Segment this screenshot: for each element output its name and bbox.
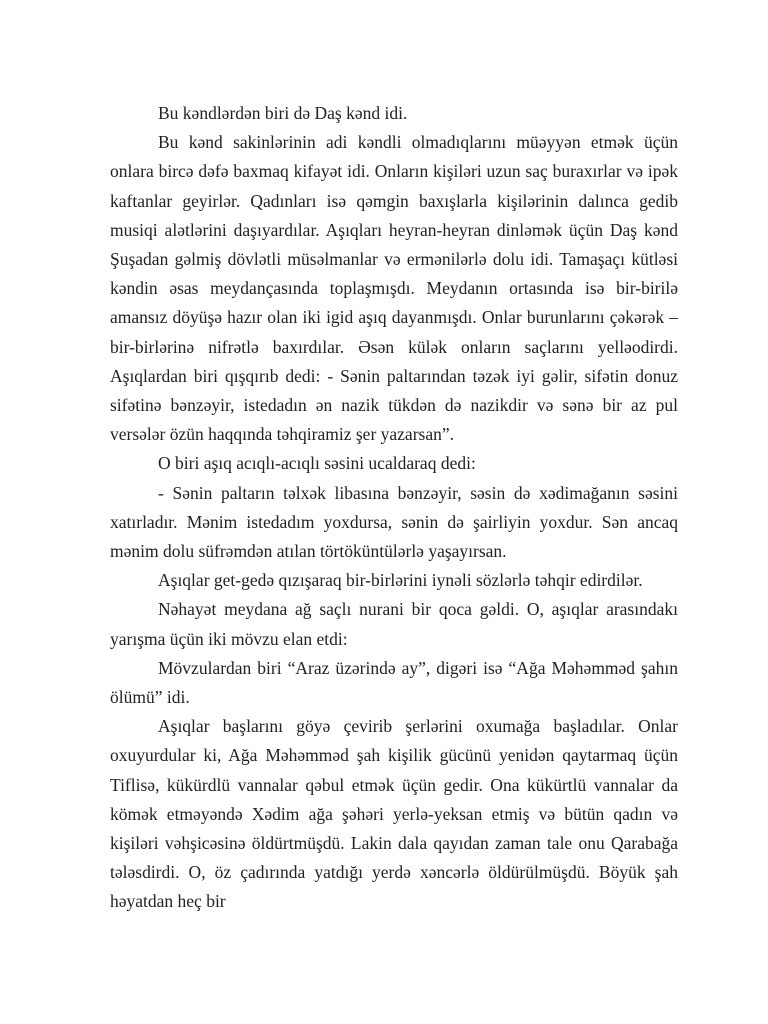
- paragraph: - Sənin paltarın təlxək libasına bənzəyir, səsin də xədimağanın səsini xatırladır. Mənim istedadım yoxdursa, sənin də şairliyin yoxdur. Sən ancaq mənim dolu süfrəmdən atılan törtöküntülərlə yaşayırsan.: [110, 482, 678, 562]
- paragraph: O biri aşıq acıqlı-acıqlı səsini ucaldaraq dedi:: [158, 453, 476, 474]
- paragraph: Bu kənd sakinlərinin adi kəndli olmadıqlarını müəyyən etmək üçün onlara bircə dəfə baxmaq kifayət idi. Onların kişiləri uzun saç buraxırlar və ipək kaftanlar geyirlər. Qadınları isə qəmgin baxışlarla kişilərinin dalınca gedib musiqi alətlərini daşıyardılar. Aşıqları heyran-heyran dinləmək üçün Daş kənd Şuşadan gəlmiş dövlətli müsəlmanlar və ermənilərlə dolu idi. Tamaşaçı kütləsi kəndin əsas meydançasında toplaşmışdı. Meydanın ortasında isə bir-birilə amansız döyüşə hazır olan iki igid aşıq dayanmışdı. Onlar burunlarını çəkərək – bir-birlərinə nifrətlə baxırdılar. Əsən külək onların saçlarını yelləodirdi. Aşıqlardan biri qışqırıb dedi: - Sənin paltarından təzək iyi gəlir, sifətin donuz sifətinə bənzəyir, istedadın ən nazik tükdən də nazikdir və sənə bir az pul versələr özün haqqında təhqiramiz şer yazarsan”.: [110, 132, 678, 445]
- paragraph: Bu kəndlərdən biri də Daş kənd idi.: [158, 103, 408, 123]
- paragraph: Mövzulardan biri “Araz üzərində ay”, digəri isə “Ağa Məhəmməd şahın ölümü” idi.: [110, 657, 678, 708]
- paragraph: Aşıqlar get-gedə qızışaraq bir-birlərini iynəli sözlərlə təhqir edirdilər.: [158, 570, 643, 591]
- paragraph: Aşıqlar başlarını göyə çevirib şerlərini oxumağa başladılar. Onlar oxuyurdular ki, Ağa Məhəmməd şah kişilik gücünü yenidən qaytarmaq üçün Tiflisə, kükürdlü vannalar qəbul etmək üçün gedir. Ona kükürtlü vannalar da kömək etməyəndə Xədim ağa şəhəri yerlə-yeksan etmiş və bütün qadın və kişiləri vəhşicəsinə öldürtmüşdü. Lakin dala qayıdan zaman tale onu Qarabağa tələsdirdi. O, öz çadırında yatdığı yerdə xəncərlə öldürülmüşdü. Böyük şah həyatdan heç bir: [110, 716, 678, 912]
- document-page: [110, 99, 678, 917]
- paragraph: Nəhayət meydana ağ saçlı nurani bir qoca gəldi. O, aşıqlar arasındakı yarışma üçün iki mövzu elan etdi:: [110, 599, 678, 649]
